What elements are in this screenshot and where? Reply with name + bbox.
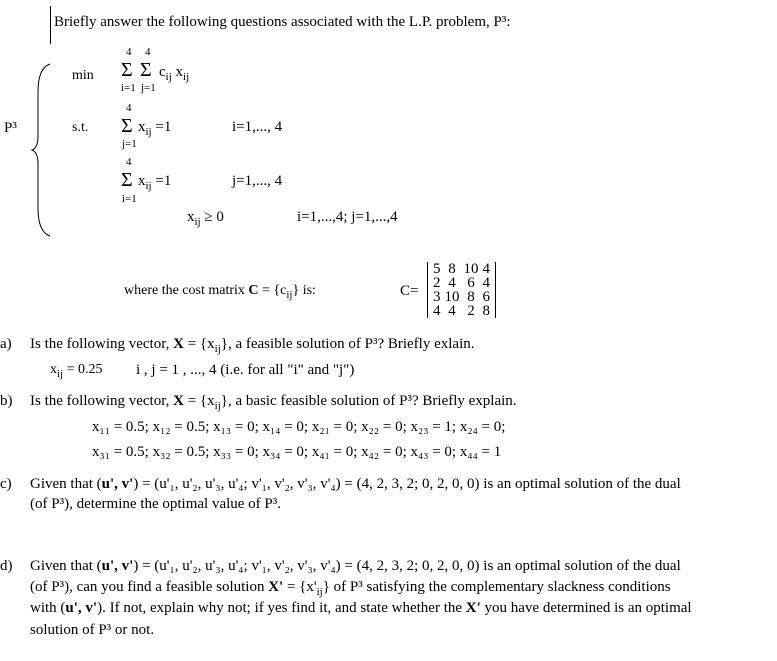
question-d-line4: solution of P³ or not.	[30, 622, 155, 638]
problem-name: P³	[4, 120, 17, 136]
matrix-cell: 3	[433, 289, 441, 305]
c2-sum-upper: 4	[126, 156, 132, 168]
c1-sum-lower: j=1	[122, 138, 137, 150]
c1-term: $x_{ij} =1$	[138, 119, 172, 138]
objective-term: $c_{ij}$ $x_{ij}$	[159, 64, 190, 83]
question-a-range: i , j = 1 , ..., 4 (i.e. for all "i" and "j")	[136, 362, 355, 378]
matrix-cell: 6	[467, 275, 475, 291]
question-b-line1: Is the following vector, $X = \{x_{ij}\}$, a basic feasible solution of P³? Briefly explain.	[30, 393, 517, 412]
question-c-line1: Given that (u', v') = (u'₁, u'₂, u'₃, u'₄; v'₁, v'₂, v'₃, v'₄) = (4, 2, 3, 2; 0, 2, 0, 0) is an optimal solution of the dual	[30, 476, 681, 492]
matrix-cell: 8	[482, 303, 490, 319]
matrix-row	[431, 262, 492, 276]
matrix-cell: 4	[448, 303, 456, 319]
nonneg-term: $x_{ij} \ge 0$	[187, 209, 224, 228]
sum-upper-j: 4	[145, 46, 151, 58]
matrix-cell: 4	[433, 303, 441, 319]
question-b-marker: b)	[0, 393, 13, 409]
matrix-label: C=	[400, 283, 419, 299]
matrix-cell: 6	[482, 289, 490, 305]
left-brace-icon	[30, 62, 54, 238]
c1-sigma: Σ	[121, 115, 133, 137]
sum-lower-i: i=1	[121, 82, 136, 94]
question-c-marker: c)	[0, 476, 12, 492]
c2-range: j=1,..., 4	[232, 173, 283, 189]
matrix-cell: 2	[433, 275, 441, 291]
matrix-cell: 4	[482, 261, 490, 277]
sigma-i: Σ	[121, 59, 133, 81]
c1-range: i=1,..., 4	[232, 119, 283, 135]
matrix-cell: 8	[448, 261, 456, 277]
matrix-cell: 8	[467, 289, 475, 305]
sum-upper-i: 4	[126, 46, 132, 58]
c1-sum-upper: 4	[126, 102, 132, 114]
nonneg-range: i=1,...,4; j=1,...,4	[297, 209, 398, 225]
c2-term: $x_{ij} =1$	[138, 173, 172, 192]
matrix-cell: 10	[444, 289, 460, 305]
question-a-line1: Is the following vector, $X = \{x_{ij}\}$, a feasible solution of P³? Briefly exlain.	[30, 336, 475, 355]
matrix-cell: 2	[467, 303, 475, 319]
question-b-row2: x₃₁ = 0.5; x₃₂ = 0.5; x₃₃ = 0; x₃₄ = 0; x₄₁ = 0; x₄₂ = 0; x₄₃ = 0; x₄₄ = 1	[92, 444, 502, 460]
c2-sigma: Σ	[121, 169, 133, 191]
st-label: s.t.	[72, 120, 89, 135]
sigma-j: Σ	[140, 59, 152, 81]
question-d-line2: (of P³), can you find a feasible solution $X' = \{x'_{ij}\}$ of P³ satisfying the complementary slackness conditions	[30, 579, 671, 598]
matrix-cell: 10	[463, 261, 479, 277]
question-a-marker: a)	[0, 336, 12, 352]
matrix-cell: 4	[482, 275, 490, 291]
matrix-row	[431, 276, 492, 290]
sum-lower-j: j=1	[141, 82, 156, 94]
min-label: min	[72, 68, 94, 83]
question-c-line2: (of P³), determine the optimal value of P³.	[30, 496, 282, 512]
question-b-row1: x₁₁ = 0.5; x₁₂ = 0.5; x₁₃ = 0; x₁₄ = 0; x₂₁ = 0; x₂₂ = 0; x₂₃ = 1; x₂₄ = 0;	[92, 419, 506, 435]
cost-matrix-text: where the cost matrix $C = \{c_{ij}\}$ is:	[124, 283, 316, 301]
question-d-line3: with (u', v'). If not, explain why not; if yes find it, and state whether the X' you have determined is an optimal	[30, 600, 692, 616]
text-cursor-bar	[50, 6, 51, 44]
c2-sum-lower: i=1	[122, 193, 137, 205]
matrix-cell: 5	[433, 261, 441, 277]
matrix-cell: 4	[448, 275, 456, 291]
question-d-marker: d)	[0, 558, 13, 574]
header-text: Briefly answer the following questions associated with the L.P. problem, P³:	[54, 14, 511, 30]
matrix-row	[431, 304, 492, 318]
question-a-line2: $x_{ij} = 0.25$	[50, 362, 103, 380]
cost-matrix	[427, 262, 496, 318]
question-d-line1: Given that (u', v') = (u'₁, u'₂, u'₃, u'₄; v'₁, v'₂, v'₃, v'₄) = (4, 2, 3, 2; 0, 2, 0, 0) is an optimal solution of the dual	[30, 558, 681, 574]
matrix-row	[431, 290, 492, 304]
